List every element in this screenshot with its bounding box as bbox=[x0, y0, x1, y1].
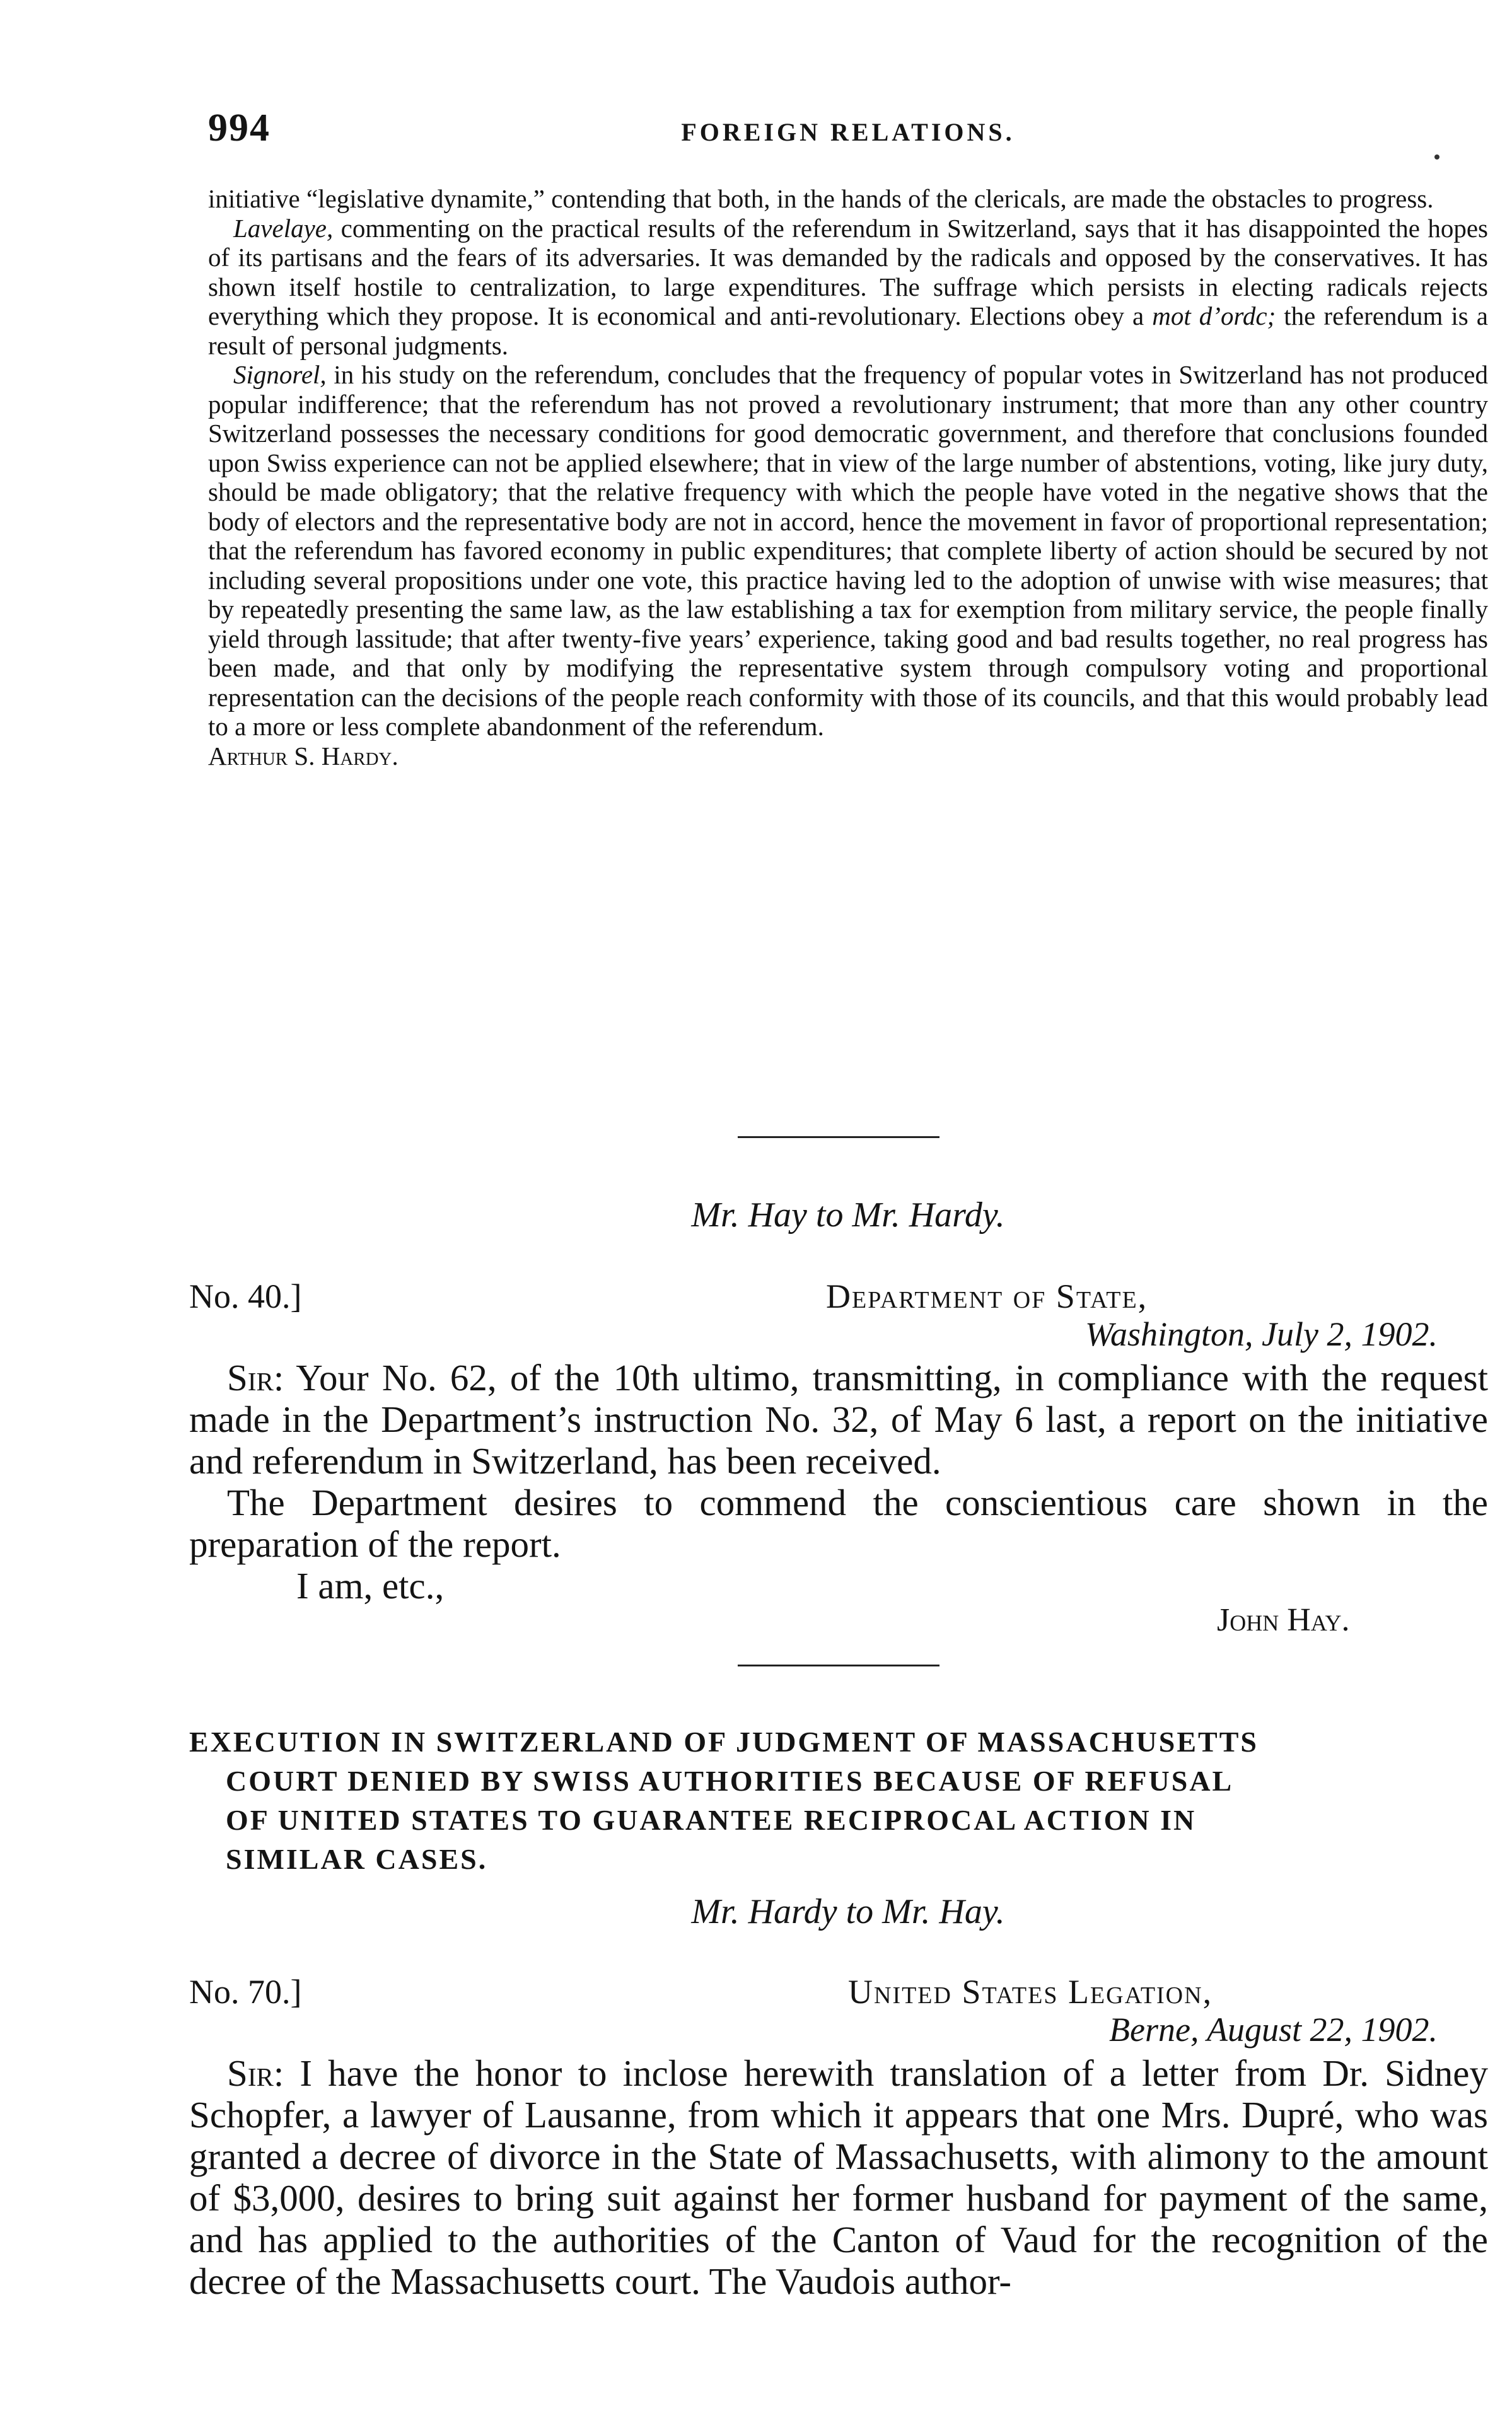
excerpt-paragraph-lavelaye bbox=[208, 214, 1488, 361]
letter-heading-hardy-to-hay: Mr. Hardy to Mr. Hay. bbox=[691, 1892, 1005, 1931]
excerpt-paragraph-1: initiative “legislative dynamite,” contending that both, in the hands of the clericals, are made the obstacles to progress. bbox=[208, 184, 1434, 213]
page-number: 994 bbox=[208, 107, 270, 149]
sender-office: Department of State, bbox=[826, 1277, 1148, 1315]
letter-paragraph bbox=[189, 2052, 1488, 2302]
excerpt-text: in his study on the referendum, concludes that the frequency of popular votes in Switzerland has not produced popular indifference; that the referendum has not proved a revolutionary instrument; that more than any other country Switzerland possesses the necessary conditions for good democratic government, and therefore that conclusions founded upon Swiss experience can not be applied elsewhere; that in view of the large number of abstentions, voting, like jury duty, should be made obligatory; that the relative frequency with which the people have voted in the negative shows that the body of electors and the representative body are not in accord, hence the movement in favor of proportional representation; that the referendum has favored economy in public expenditures; that complete liberty of action should be secured by not including several propositions under one vote, this practice having led to the adoption of unwise with wise measures; that by repeatedly presenting the same law, as the law establishing a tax for exemption from military service, the people finally yield through lassitude; that after twenty-five years’ experience, taking good and bad results together, no real progress has been made, and that only by modifying the representative system through compulsory voting and proportional representation can the decisions of the people reach conformity with those of its councils, and that this would probably lead to a more or less complete abandonment of the referendum. bbox=[208, 360, 1488, 741]
despatch-number: No. 70.] bbox=[189, 1973, 302, 2011]
author-name-lavelaye: Lavelaye, bbox=[233, 213, 334, 243]
section-title-line: SIMILAR CASES. bbox=[226, 1843, 488, 1875]
signature-hay: John Hay. bbox=[1217, 1602, 1350, 1638]
letter-text: I have the honor to inclose herewith translation of a letter from Dr. Sidney Schopfer, a lawyer of Lausanne, from which it appears that one Mrs. Dupré, who was granted a decree of divorce in the State of Massachusetts, with alimony to the amount of $3,000, desires to bring suit against her former husband for payment of the same, and has applied to the authorities of the Canton of Vaud for the recognition of the decree of the Massachusetts court. The Vaudois author- bbox=[189, 2052, 1488, 2302]
section-divider bbox=[738, 1665, 939, 1666]
foreign-phrase: mot d’ordc; bbox=[1152, 301, 1276, 330]
closing: I am, etc., bbox=[296, 1565, 445, 1607]
excerpt-text-end: the referendum is a result of personal judgments. bbox=[208, 301, 1488, 360]
letter-heading-hay-to-hardy: Mr. Hay to Mr. Hardy. bbox=[691, 1195, 1005, 1235]
section-title-line: EXECUTION IN SWITZERLAND OF JUDGMENT OF MASSACHUSETTS bbox=[189, 1726, 1259, 1758]
section-title-line: COURT DENIED BY SWISS AUTHORITIES BECAUSE OF REFUSAL bbox=[226, 1765, 1234, 1797]
section-title bbox=[189, 1723, 1488, 1879]
letter-body-hay bbox=[189, 1357, 1488, 1607]
author-name-signorel: Signorel, bbox=[233, 360, 327, 389]
print-speck bbox=[1434, 154, 1439, 160]
salutation: Sir: bbox=[227, 2052, 284, 2094]
letter-paragraph bbox=[189, 1357, 1488, 1482]
letter-text: Your No. 62, of the 10th ultimo, transmitting, in compliance with the request made in the Department’s instruction No. 32, of May 6 last, a report on the initiative and referendum in Switzerland, has been received. bbox=[189, 1357, 1488, 1482]
section-divider bbox=[738, 1136, 939, 1138]
excerpt-text: commenting on the practical results of the referendum in Switzerland, says that it has disappointed the hopes of its partisans and the fears of its adversaries. It was demanded by the radicals and opposed by the conservatives. It has shown itself hostile to centralization, to large expenditures. The suffrage which persists in electing radicals rejects everything which they propose. It is economical and anti-revolutionary. Elections obey a bbox=[208, 213, 1488, 330]
running-title: FOREIGN RELATIONS. bbox=[681, 118, 1015, 146]
running-header bbox=[208, 106, 1488, 156]
signature-hardy: Arthur S. Hardy. bbox=[208, 741, 398, 770]
place-and-date: Washington, July 2, 1902. bbox=[1085, 1315, 1438, 1353]
report-excerpt bbox=[208, 184, 1488, 770]
excerpt-paragraph-signorel bbox=[208, 360, 1488, 741]
salutation: Sir: bbox=[227, 1357, 284, 1398]
letter-paragraph: The Department desires to commend the conscientious care shown in the preparation of the report. bbox=[189, 1482, 1488, 1565]
place-and-date: Berne, August 22, 1902. bbox=[1109, 2011, 1438, 2049]
letter-body-hardy bbox=[189, 2052, 1488, 2302]
sender-office: United States Legation, bbox=[848, 1973, 1213, 2011]
section-title-line: OF UNITED STATES TO GUARANTEE RECIPROCAL ACTION IN bbox=[226, 1804, 1197, 1836]
despatch-number: No. 40.] bbox=[189, 1277, 302, 1315]
